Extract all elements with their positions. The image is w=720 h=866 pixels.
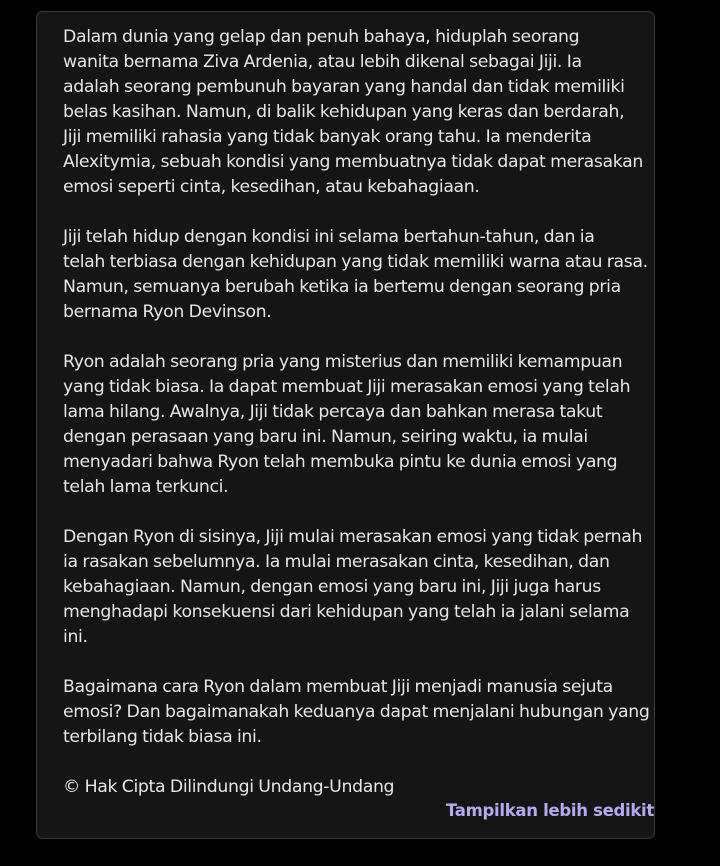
synopsis-card — [36, 11, 655, 839]
synopsis-paragraph: Jiji telah hidup dengan kondisi ini selama bertahun-tahun, dan ia telah terbiasa dengan kehidupan yang tidak memiliki warna atau rasa. Namun, semuanya berubah ketika ia bertemu dengan seorang pria bernama Ryon Devinson. — [63, 227, 648, 322]
show-less-button[interactable] — [34, 801, 654, 820]
show-less-label: Tampilkan lebih sedikit — [445, 801, 654, 820]
synopsis-paragraph: Dengan Ryon di sisinya, Jiji mulai merasakan emosi yang tidak pernah ia rasakan sebelumnya. Ia mulai merasakan cinta, kesedihan, dan kebahagiaan. Namun, dengan emosi yang baru ini, Jiji juga harus menghadapi konsekuensi dari kehidupan yang telah ia jalani selama ini. — [63, 527, 643, 647]
synopsis-text — [63, 25, 655, 825]
synopsis-paragraph: Bagaimana cara Ryon dalam membuat Jiji menjadi manusia sejuta emosi? Dan bagaimanakah keduanya dapat menjalani hubungan yang terbilang tidak biasa ini. — [63, 677, 650, 747]
synopsis-paragraph: Ryon adalah seorang pria yang misterius dan memiliki kemampuan yang tidak biasa. Ia dapat membuat Jiji merasakan emosi yang telah lama hilang. Awalnya, Jiji tidak percaya dan bahkan merasa takut dengan perasaan yang baru ini. Namun, seiring waktu, ia mulai menyadari bahwa Ryon telah membuka pintu ke dunia emosi yang telah lama terkunci. — [63, 352, 631, 497]
synopsis-paragraph: Dalam dunia yang gelap dan penuh bahaya, hiduplah seorang wanita bernama Ziva Ardenia, atau lebih dikenal sebagai Jiji. Ia adalah seorang pembunuh bayaran yang handal dan tidak memiliki belas kasihan. Namun, di balik kehidupan yang keras dan berdarah, Jiji memiliki rahasia yang tidak banyak orang tahu. Ia menderita Alexitymia, sebuah kondisi yang membuatnya tidak dapat merasakan emosi seperti cinta, kesedihan, atau kebahagiaan. — [63, 27, 643, 197]
copyright-notice: © Hak Cipta Dilindungi Undang-Undang — [63, 777, 395, 797]
